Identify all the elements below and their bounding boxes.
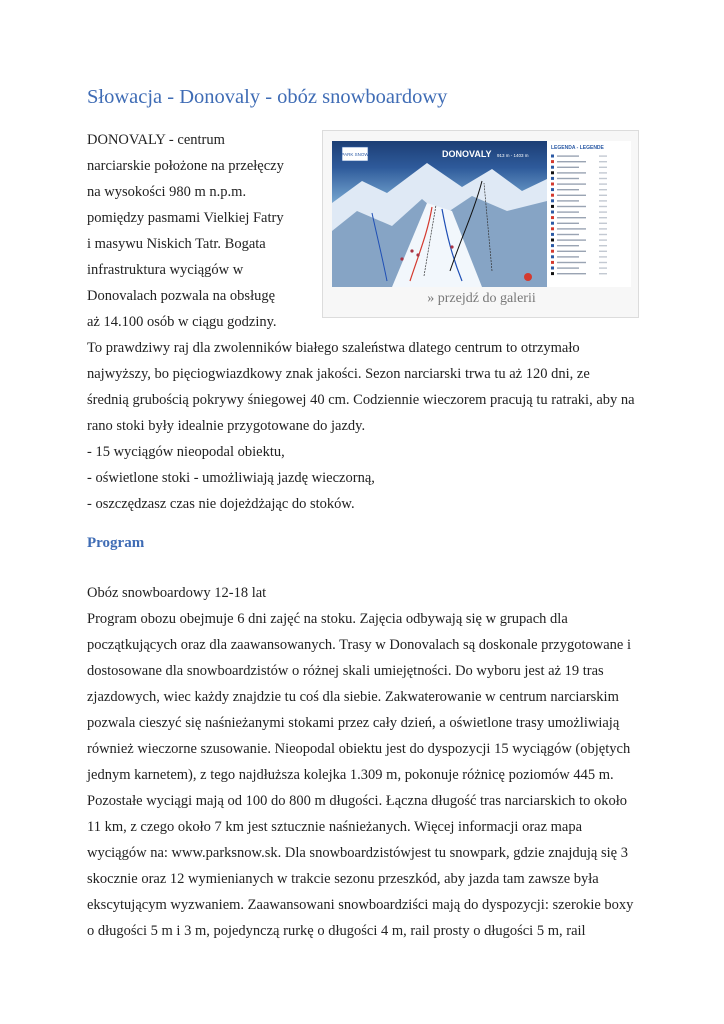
program-line: o długości 5 m i 3 m, pojedynczą rurkę o długości 4 m, rail prosty o długości 5 m, rail (87, 923, 586, 939)
legend-row-value (599, 195, 607, 196)
legend-swatch (551, 250, 554, 253)
ski-map-scene (332, 141, 547, 287)
legend-swatch (551, 155, 554, 158)
program-line: jednym karnetem), z tego najdłuższa kolejka 1.309 m, pokonuje różnicę poziomów 445 m. (87, 767, 614, 783)
gallery-figure[interactable] (322, 130, 639, 318)
legend-row-value (599, 251, 607, 252)
intro-line: i masywu Niskich Tatr. Bogata (87, 236, 266, 252)
legend-swatch (551, 267, 554, 270)
map-legend (547, 141, 631, 287)
intro-line: infrastruktura wyciągów w (87, 262, 244, 278)
legend-row-text (557, 234, 579, 235)
village-marker (400, 257, 403, 260)
legend-swatch (551, 177, 554, 180)
legend-row-text (557, 251, 586, 252)
legend-swatch (551, 166, 554, 169)
village-marker (410, 249, 413, 252)
legend-row-value (599, 200, 607, 201)
legend-row-value (599, 155, 607, 156)
legend-row-text (557, 195, 586, 196)
program-paragraph (87, 580, 647, 944)
intro-line: na wysokości 980 m n.p.m. (87, 184, 247, 200)
legend-row-value (599, 267, 607, 268)
program-line: początkujących oraz dla zaawansowanych. Trasy w Donovalach są doskonale przygotowane i (87, 637, 631, 653)
legend-row-text (557, 183, 586, 184)
list-item: - oszczędzasz czas nie dojeżdżając do stoków. (87, 496, 355, 512)
legend-swatch (551, 205, 554, 208)
legend-row-text (557, 161, 586, 162)
legend-swatch (551, 239, 554, 242)
legend-row-value (599, 172, 607, 173)
list-item: - oświetlone stoki - umożliwiają jazdę wieczorną, (87, 470, 375, 486)
program-line: Program obozu obejmuje 6 dni zajęć na stoku. Zajęcia odbywają się w grupach dla (87, 611, 568, 627)
legend-row-text (557, 262, 586, 263)
legend-row-text (557, 217, 586, 218)
ski-map-drawing (332, 141, 547, 287)
legend-row-text (557, 172, 586, 173)
legend-row-value (599, 234, 607, 235)
description-line: To prawdziwy raj dla zwolenników białego szaleństwa dlatego centrum to otrzymało (87, 340, 580, 356)
legend-row-text (557, 189, 579, 190)
legend-swatch (551, 244, 554, 247)
legend-row-value (599, 206, 607, 207)
program-line: pozwala cieszyć się naśnieżanymi stokami przez cały dzień, a oświetlone trasy umożliwiają (87, 715, 620, 731)
legend-swatch (551, 233, 554, 236)
legend-swatch (551, 255, 554, 258)
legend-row-text (557, 155, 579, 156)
program-line: ekscytującym wyzwaniem. Zaawansowani snowboardziści mają do dyspozycji: szerokie boxy (87, 897, 634, 913)
program-line: zjazdowych, wiec każdy znajdzie tu coś dla siebie. Zakwaterowanie w centrum narciarskim (87, 689, 619, 705)
legend-row-value (599, 183, 607, 184)
legend-row-text (557, 256, 579, 257)
legend-swatch (551, 216, 554, 219)
legend-row-text (557, 223, 579, 224)
intro-line: pomiędzy pasmami Vielkiej Fatry (87, 210, 284, 226)
legend-row-value (599, 167, 607, 168)
legend-row-text (557, 239, 586, 240)
legend-swatch (551, 227, 554, 230)
legend-row-value (599, 262, 607, 263)
legend-row-value (599, 273, 607, 274)
village-marker (416, 253, 419, 256)
legend-swatch (551, 194, 554, 197)
list-item: - 15 wyciągów nieopodal obiektu, (87, 444, 285, 460)
legend-row-text (557, 245, 579, 246)
gallery-link[interactable]: » przejdź do galerii (427, 291, 536, 306)
ski-map-image[interactable] (332, 141, 631, 287)
legend-rows (551, 155, 607, 276)
program-line: Obóz snowboardowy 12-18 lat (87, 585, 267, 601)
legend-swatch (551, 188, 554, 191)
legend-row-text (557, 167, 579, 168)
legend-swatch (551, 199, 554, 202)
legend-row-text (557, 200, 579, 201)
program-line: 11 km, z czego około 7 km jest sztucznie naśnieżanych. Więcej informacji oraz mapa (87, 819, 583, 835)
legend-swatch (551, 183, 554, 186)
legend-row-value (599, 161, 607, 162)
legend-row-value (599, 223, 607, 224)
intro-line: Donovalach pozwala na obsługę (87, 288, 276, 304)
map-title: DONOVALY (442, 149, 492, 159)
intro-paragraph (87, 127, 317, 335)
program-line: wyciągów na: www.parksnow.sk. Dla snowboardzistówjest tu snowpark, gdzie znajdują się 3 (87, 845, 628, 861)
intro-line: aż 14.100 osób w ciągu godziny. (87, 314, 277, 330)
section-heading-program: Program (87, 535, 145, 551)
program-line: Pozostałe wyciągi mają od 100 do 800 m długości. Łączna długość tras narciarskich to około (87, 793, 627, 809)
program-line: również wieczorne szusowanie. Nieopodal obiektu jest do dyspozycji 15 wyciągów (objętych (87, 741, 631, 757)
legend-row-value (599, 211, 607, 212)
legend-row-text (557, 228, 586, 229)
program-line: skocznie oraz 12 wymienianych w trakcie sezonu przeszkód, aby jazda tam zawsze była (87, 871, 599, 887)
legend-row-value (599, 217, 607, 218)
legend-swatch (551, 160, 554, 163)
legend-row-text (557, 206, 586, 207)
legend-swatch (551, 222, 554, 225)
description-paragraph (87, 335, 647, 517)
legend-row-value (599, 228, 607, 229)
legend-row-text (557, 211, 579, 212)
legend-swatch (551, 171, 554, 174)
legend-row-text (557, 267, 579, 268)
program-line: dostosowane dla snowboardzistów o różnej skali umiejętności. Do wyboru jest aż 19 tras (87, 663, 604, 679)
map-altitude: 913 m - 1403 m (497, 153, 529, 158)
intro-line: DONOVALY - centrum (87, 132, 225, 148)
legend-row-value (599, 239, 607, 240)
legend-row-text (557, 178, 579, 179)
description-line: rano stoki były idealnie przygotowane do jazdy. (87, 418, 366, 434)
legend-title: LEGENDA - LEGENDE (551, 145, 604, 151)
map-legend-drawing (547, 141, 631, 287)
legend-row-value (599, 189, 607, 190)
legend-row-text (557, 273, 586, 274)
legend-swatch (551, 261, 554, 264)
description-line: średnią grubością pokrywy śniegowej 40 cm. Codziennie wieczorem pracują tu ratraki, aby na (87, 392, 635, 408)
legend-swatch (551, 272, 554, 275)
park-snow-logo-text: PARK SNOW (341, 152, 369, 157)
map-badge (524, 273, 532, 281)
description-line: najwyższy, bo pięciogwiazdkowy znak jakości. Sezon narciarski trwa tu aż 120 dni, ze (87, 366, 590, 382)
legend-row-value (599, 245, 607, 246)
legend-row-value (599, 178, 607, 179)
legend-row-value (599, 256, 607, 257)
village-marker (450, 245, 453, 248)
legend-swatch (551, 211, 554, 214)
intro-line: narciarskie położone na przełęczy (87, 158, 284, 174)
page-title: Słowacja - Donovaly - obóz snowboardowy (87, 86, 448, 108)
